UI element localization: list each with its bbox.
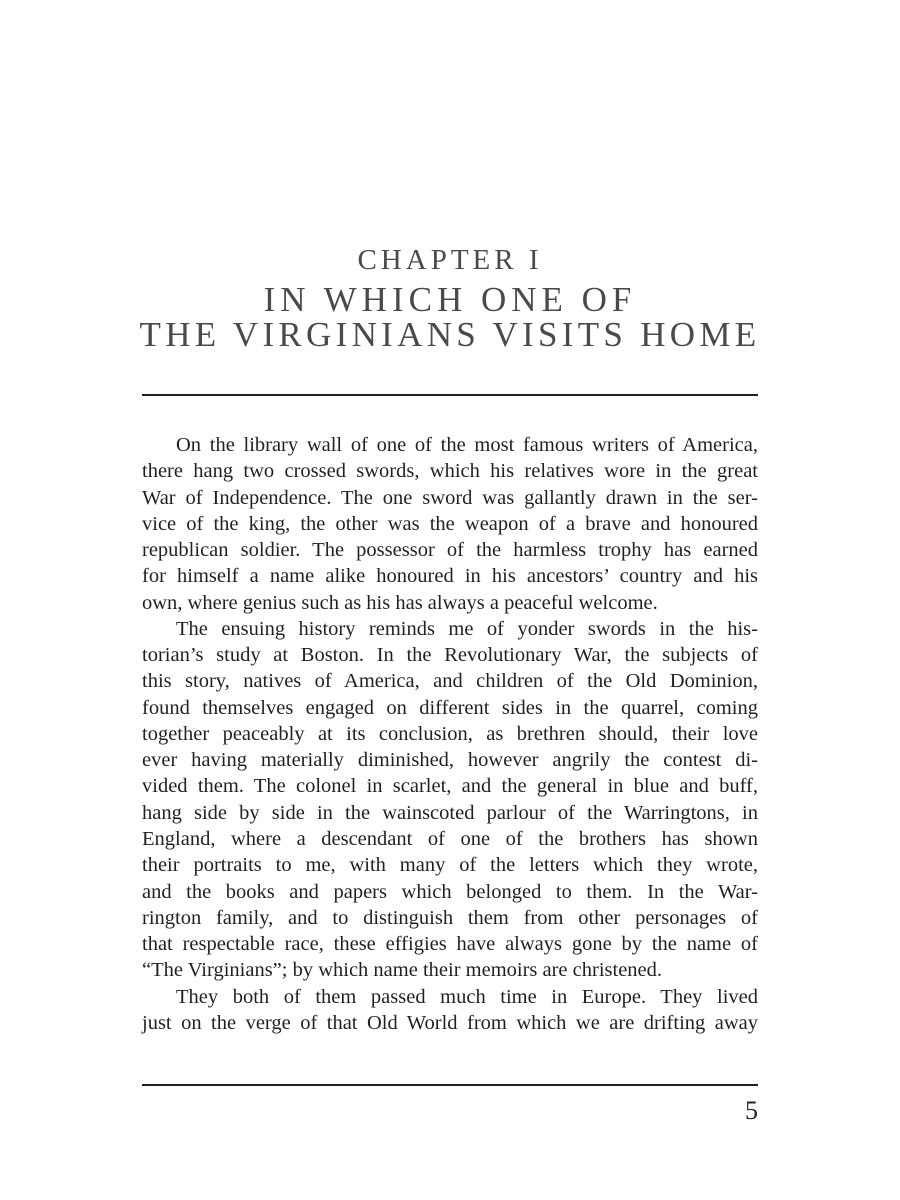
bottom-divider bbox=[142, 1084, 758, 1086]
paragraph bbox=[142, 984, 758, 1037]
text-line: ever having materially diminished, however angrily the contest di- bbox=[142, 749, 758, 772]
text-line: their portraits to me, with many of the letters which they wrote, bbox=[142, 854, 758, 877]
text-line: rington family, and to distinguish them from other personages of bbox=[142, 906, 758, 929]
text-line: for himself a name alike honoured in his ancestors’ country and his bbox=[142, 565, 758, 588]
text-line: On the library wall of one of the most famous writers of America, bbox=[176, 434, 758, 456]
chapter-label: CHAPTER I bbox=[357, 244, 543, 276]
page-number: 5 bbox=[745, 1096, 758, 1125]
paragraph bbox=[142, 616, 758, 984]
paragraph bbox=[142, 432, 758, 616]
text-line: They both of them passed much time in Europe. They lived bbox=[176, 985, 758, 1008]
body-text bbox=[142, 432, 758, 1036]
text-line: found themselves engaged on different sides in the quarrel, coming bbox=[142, 696, 758, 719]
text-line: torian’s study at Boston. In the Revolutionary War, the subjects of bbox=[142, 644, 758, 667]
text-line: that respectable race, these effigies have always gone by the name of bbox=[142, 933, 758, 956]
text-line: republican soldier. The possessor of the harmless trophy has earned bbox=[142, 539, 758, 562]
text-line: there hang two crossed swords, which his relatives wore in the great bbox=[142, 460, 758, 483]
text-line: vided them. The colonel in scarlet, and the general in blue and buff, bbox=[142, 775, 758, 798]
text-line: vice of the king, the other was the weapon of a brave and honoured bbox=[142, 512, 758, 535]
text-line: War of Independence. The one sword was gallantly drawn in the ser- bbox=[142, 486, 758, 509]
chapter-title-line-2: THE VIRGINIANS VISITS HOME bbox=[139, 315, 761, 354]
top-divider bbox=[142, 394, 758, 396]
chapter-title-line-1: IN WHICH ONE OF bbox=[263, 280, 637, 319]
text-line: hang side by side in the wainscoted parlour of the Warringtons, in bbox=[142, 801, 758, 824]
text-line: this story, natives of America, and children of the Old Dominion, bbox=[142, 670, 758, 693]
text-line: England, where a descendant of one of the brothers has shown bbox=[142, 827, 758, 850]
text-line: together peaceably at its conclusion, as brethren should, their love bbox=[142, 722, 758, 745]
text-line: just on the verge of that Old World from which we are drifting away bbox=[142, 1011, 758, 1034]
text-line: The ensuing history reminds me of yonder swords in the his- bbox=[176, 617, 758, 640]
text-line: own, where genius such as his has always a peaceful welcome. bbox=[142, 591, 658, 614]
text-line: and the books and papers which belonged to them. In the War- bbox=[142, 880, 758, 903]
text-line: “The Virginians”; by which name their memoirs are christened. bbox=[142, 959, 663, 982]
